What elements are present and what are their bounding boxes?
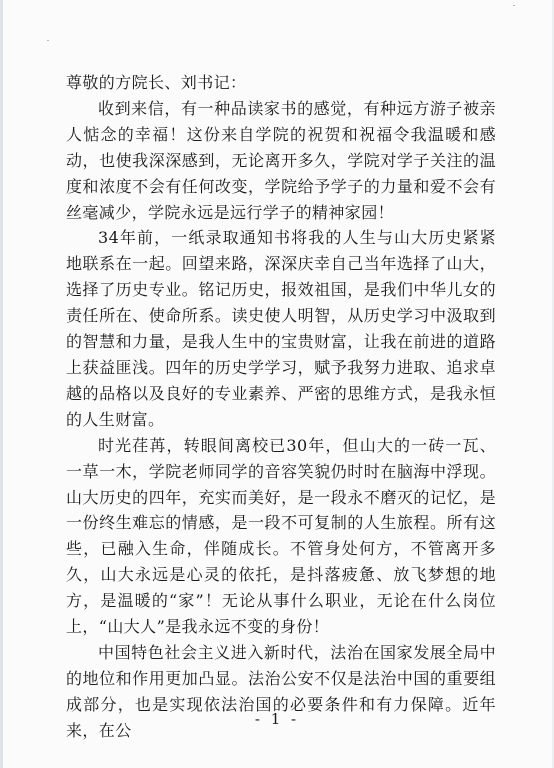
page-number: - 1 - bbox=[254, 710, 300, 728]
scan-speck bbox=[513, 5, 515, 6]
scan-speck bbox=[47, 40, 49, 41]
paragraph-4: 中国特色社会主义进入新时代，法治在国家发展全局中的地位和作用更加凸显。法治公安不仅是法治中国的重要组成部分，也是实现依法治国的必要条件和有力保障。近年来，在公 bbox=[66, 642, 496, 740]
letter-body bbox=[66, 70, 496, 744]
paragraph-1: 收到来信，有一种品读家书的感觉，有种远方游子被亲人惦念的幸福！这份来自学院的祝贺和祝福令我温暖和感动，也使我深深感到，无论离开多久，学院对学子关注的温度和浓度不会有任何改变，学院给予学子的力量和爱不会有丝毫减少，学院永远是远行学子的精神家园！ bbox=[66, 98, 496, 222]
paragraph-2: 34年前，一纸录取通知书将我的人生与山大历史紧紧地联系在一起。回望来路，深深庆幸自己当年选择了山大，选择了历史专业。铭记历史，报效祖国，是我们中华儿女的责任所在、使命所系。读史使人明智，从历史学习中汲取到的智慧和力量，是我人生中的宝贵财富，让我在前进的道路上获益匪浅。四年的历史学学习，赋予我努力进取、追求卓越的品格以及良好的专业素养、严密的思维方式，是我永恒的人生财富。 bbox=[66, 228, 496, 429]
paragraph-3: 时光荏苒，转眼间离校已30年，但山大的一砖一瓦、一草一木，学院老师同学的音容笑貌仍时时在脑海中浮现。山大历史的四年，充实而美好，是一段永不磨灭的记忆，是一份终生难忘的情感，是一段不可复制的人生旅程。所有这些，已融入生命，伴随成长。不管身处何方，不管离开多久，山大永远是心灵的依托，是抖落疲惫、放飞梦想的地方，是温暖的“家”！无论从事什么职业，无论在什么岗位上，“山大人”是我永远不变的身份！ bbox=[66, 435, 496, 637]
salutation: 尊敬的方院长、刘书记： bbox=[66, 73, 247, 92]
